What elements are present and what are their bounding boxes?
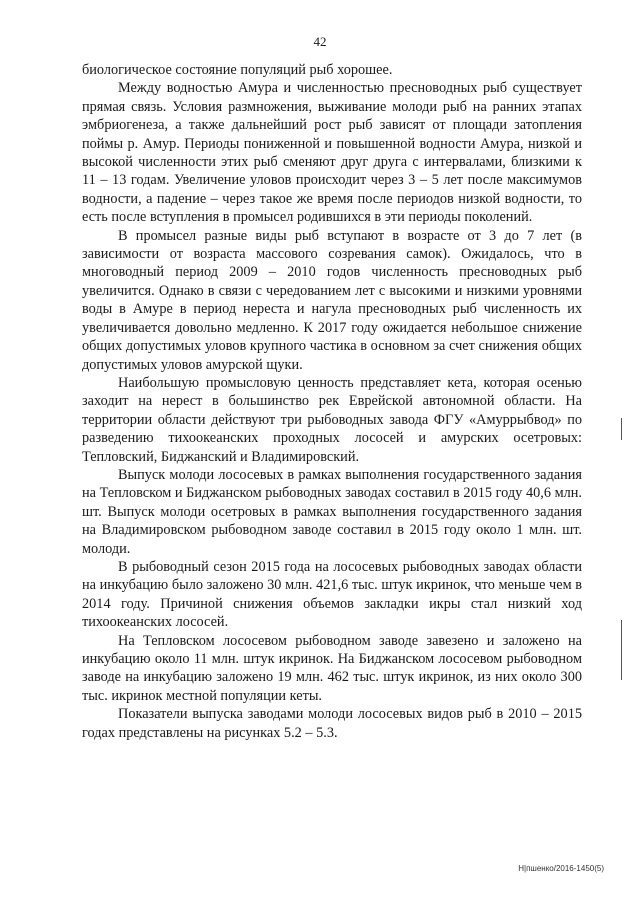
- paragraph: биологическое состояние популяций рыб хорошее.: [82, 62, 393, 78]
- paragraph: На Тепловском лососевом рыбоводном заводе завезено и заложено на инкубацию около 11 млн. штук икринок. На Биджанском лососевом рыбоводном заводе на инкубацию заложено 19 млн. 462 тыс. штук икринок, из них около 300 тыс. икринок местной популяции кеты.: [82, 632, 582, 704]
- paragraph: Показатели выпуска заводами молоди лососевых видов рыб в 2010 – 2015 годах представлены на рисунках 5.2 – 5.3.: [82, 706, 582, 741]
- scan-artifact-line: [621, 620, 622, 680]
- page-number: 42: [313, 34, 327, 49]
- document-body: [82, 61, 582, 742]
- paragraph: Между водностью Амура и численностью пресноводных рыб существует прямая связь. Условия размножения, выживание молоди рыб на ранних этапах эмбриогенеза, а также дальнейший рост рыб зависят от площади затопления поймы р. Амур. Периоды пониженной и повышенной водности Амура, низкой и высокой численности этих рыб сменяют друг друга с интервалами, близкими к 11 – 13 годам. Увеличение уловов происходит через 3 – 5 лет после максимумов водности, а падение – через такое же время после периодов низкой водности, то есть после вступления в промысел родившихся в эти периоды поколений.: [82, 80, 582, 226]
- scan-artifact-line: [621, 418, 622, 440]
- paragraph: В промысел разные виды рыб вступают в возрасте от 3 до 7 лет (в зависимости от возраста массового созревания самок). Ожидалось, что в многоводный период 2009 – 2010 годов численность пресноводных рыб увеличится. Однако в связи с чередованием лет с высокими и низкими уровнями воды в Амуре в период нереста и нагула пресноводных рыб численность их увеличивается довольно медленно. К 2017 году ожидается небольшое снижение общих допустимых уловов крупного частика в основном за счет снижения общих допустимых уловов амурской щуки.: [82, 227, 582, 373]
- paragraph: Выпуск молоди лососевых в рамках выполнения государственного задания на Тепловском и Биджанском рыбоводных заводах составил в 2015 году 40,6 млн. шт. Выпуск молоди осетровых в рамках выполнения государственного задания на Владимировском рыбоводном заводе составил в 2015 году около 1 млн. шт. молоди.: [82, 466, 582, 557]
- paragraph: Наибольшую промысловую ценность представляет кета, которая осенью заходит на нерест в большинство рек Еврейской автономной области. На территории области действуют три рыбоводных завода ФГУ «Амуррыбвод» по разведению тихоокеанских проходных лососей и амурских осетровых: Тепловский, Биджанский и Владимировский.: [82, 374, 582, 465]
- footer-document-code: Н|пшенко/2016-1450(5): [518, 864, 604, 873]
- paragraph: В рыбоводный сезон 2015 года на лососевых рыбоводных заводах области на инкубацию было заложено 30 млн. 421,6 тыс. штук икринок, что меньше чем в 2014 году. Причиной снижения объемов закладки икры стал низкий ход тихоокеанских лососей.: [82, 558, 582, 631]
